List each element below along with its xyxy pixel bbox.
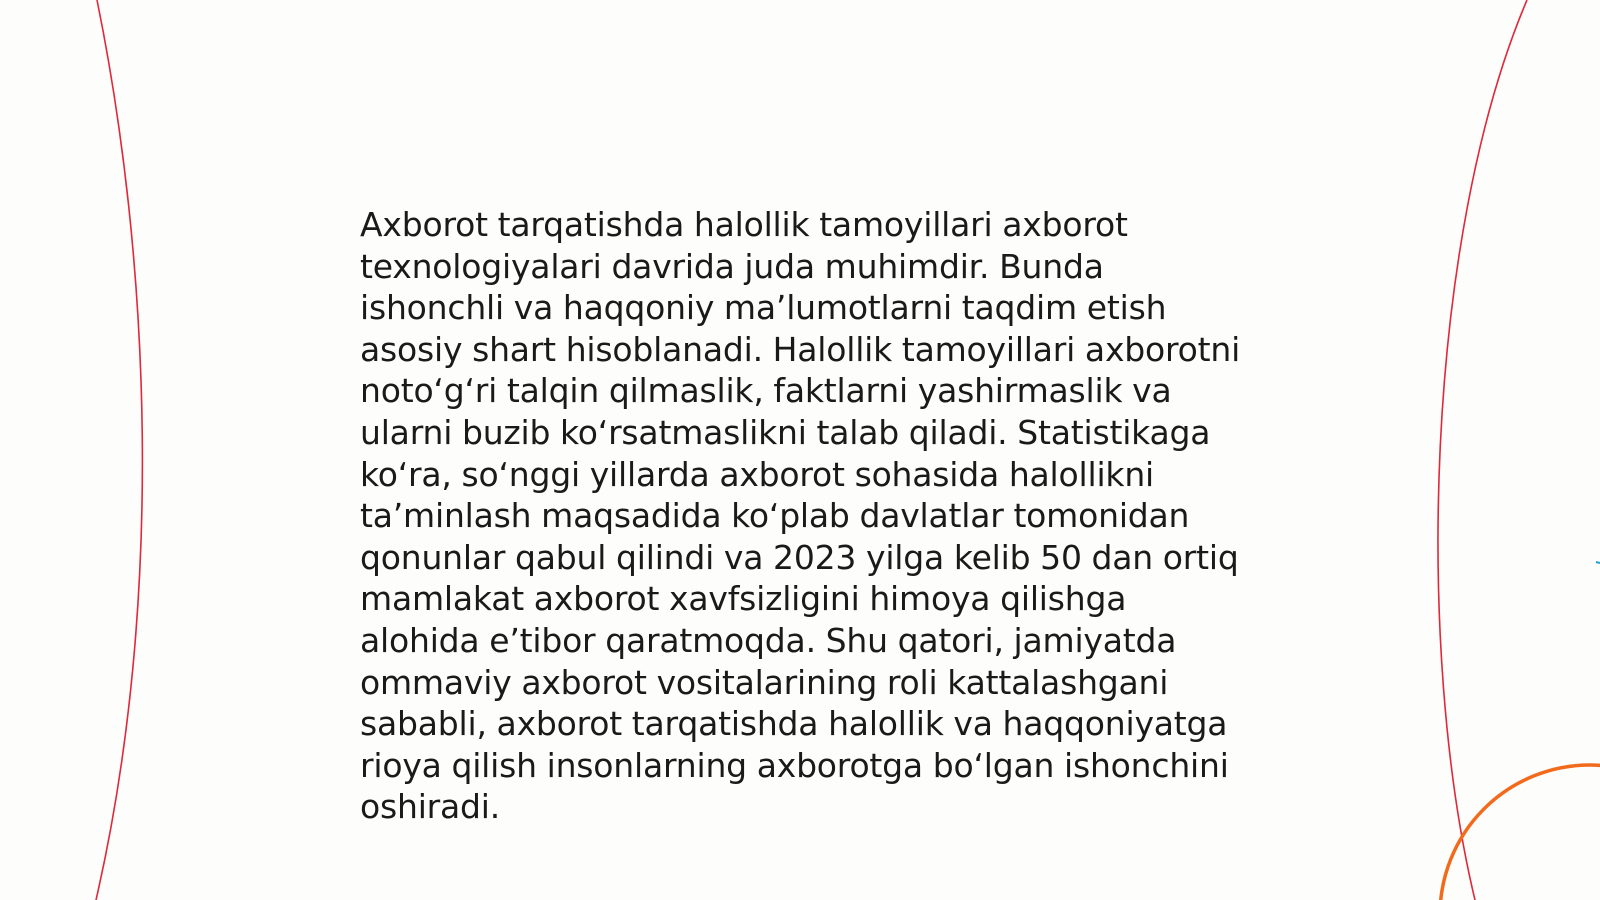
right-curve (1438, 0, 1527, 900)
body-line: ko‘ra, so‘nggi yillarda axborot sohasida halollikni (360, 454, 1155, 494)
body-line: oshiradi. (360, 787, 501, 827)
body-line: ta’minlash maqsadida ko‘plab davlatlar tomonidan (360, 496, 1190, 536)
body-line: texnologiyalari davrida juda muhimdir. Bunda (360, 246, 1104, 286)
body-line: rioya qilish insonlarning axborotga bo‘lgan ishonchini (360, 745, 1229, 785)
body-line: noto‘g‘ri talqin qilmaslik, faktlarni yashirmaslik va (360, 371, 1172, 411)
body-line: sababli, axborot tarqatishda halollik va haqqoniyatga (360, 704, 1228, 744)
orange-circle (1440, 765, 1600, 900)
left-curve (96, 0, 142, 900)
body-paragraph (360, 204, 1260, 828)
body-line: mamlakat axborot xavfsizligini himoya qilishga (360, 579, 1127, 619)
body-line: ularni buzib ko‘rsatmaslikni talab qiladi. Statistikaga (360, 412, 1211, 452)
body-line: alohida e’tibor qaratmoqda. Shu qatori, jamiyatda (360, 620, 1177, 660)
body-line: ommaviy axborot vositalarining roli kattalashgani (360, 662, 1169, 702)
body-line: asosiy shart hisoblanadi. Halollik tamoyillari axborotni (360, 329, 1241, 369)
body-line: qonunlar qabul qilindi va 2023 yilga kelib 50 dan ortiq (360, 537, 1239, 577)
body-line: ishonchli va haqqoniy ma’lumotlarni taqdim etish (360, 288, 1167, 328)
small-accent-mark (1596, 562, 1600, 563)
body-line: Axborot tarqatishda halollik tamoyillari axborot (360, 205, 1128, 244)
